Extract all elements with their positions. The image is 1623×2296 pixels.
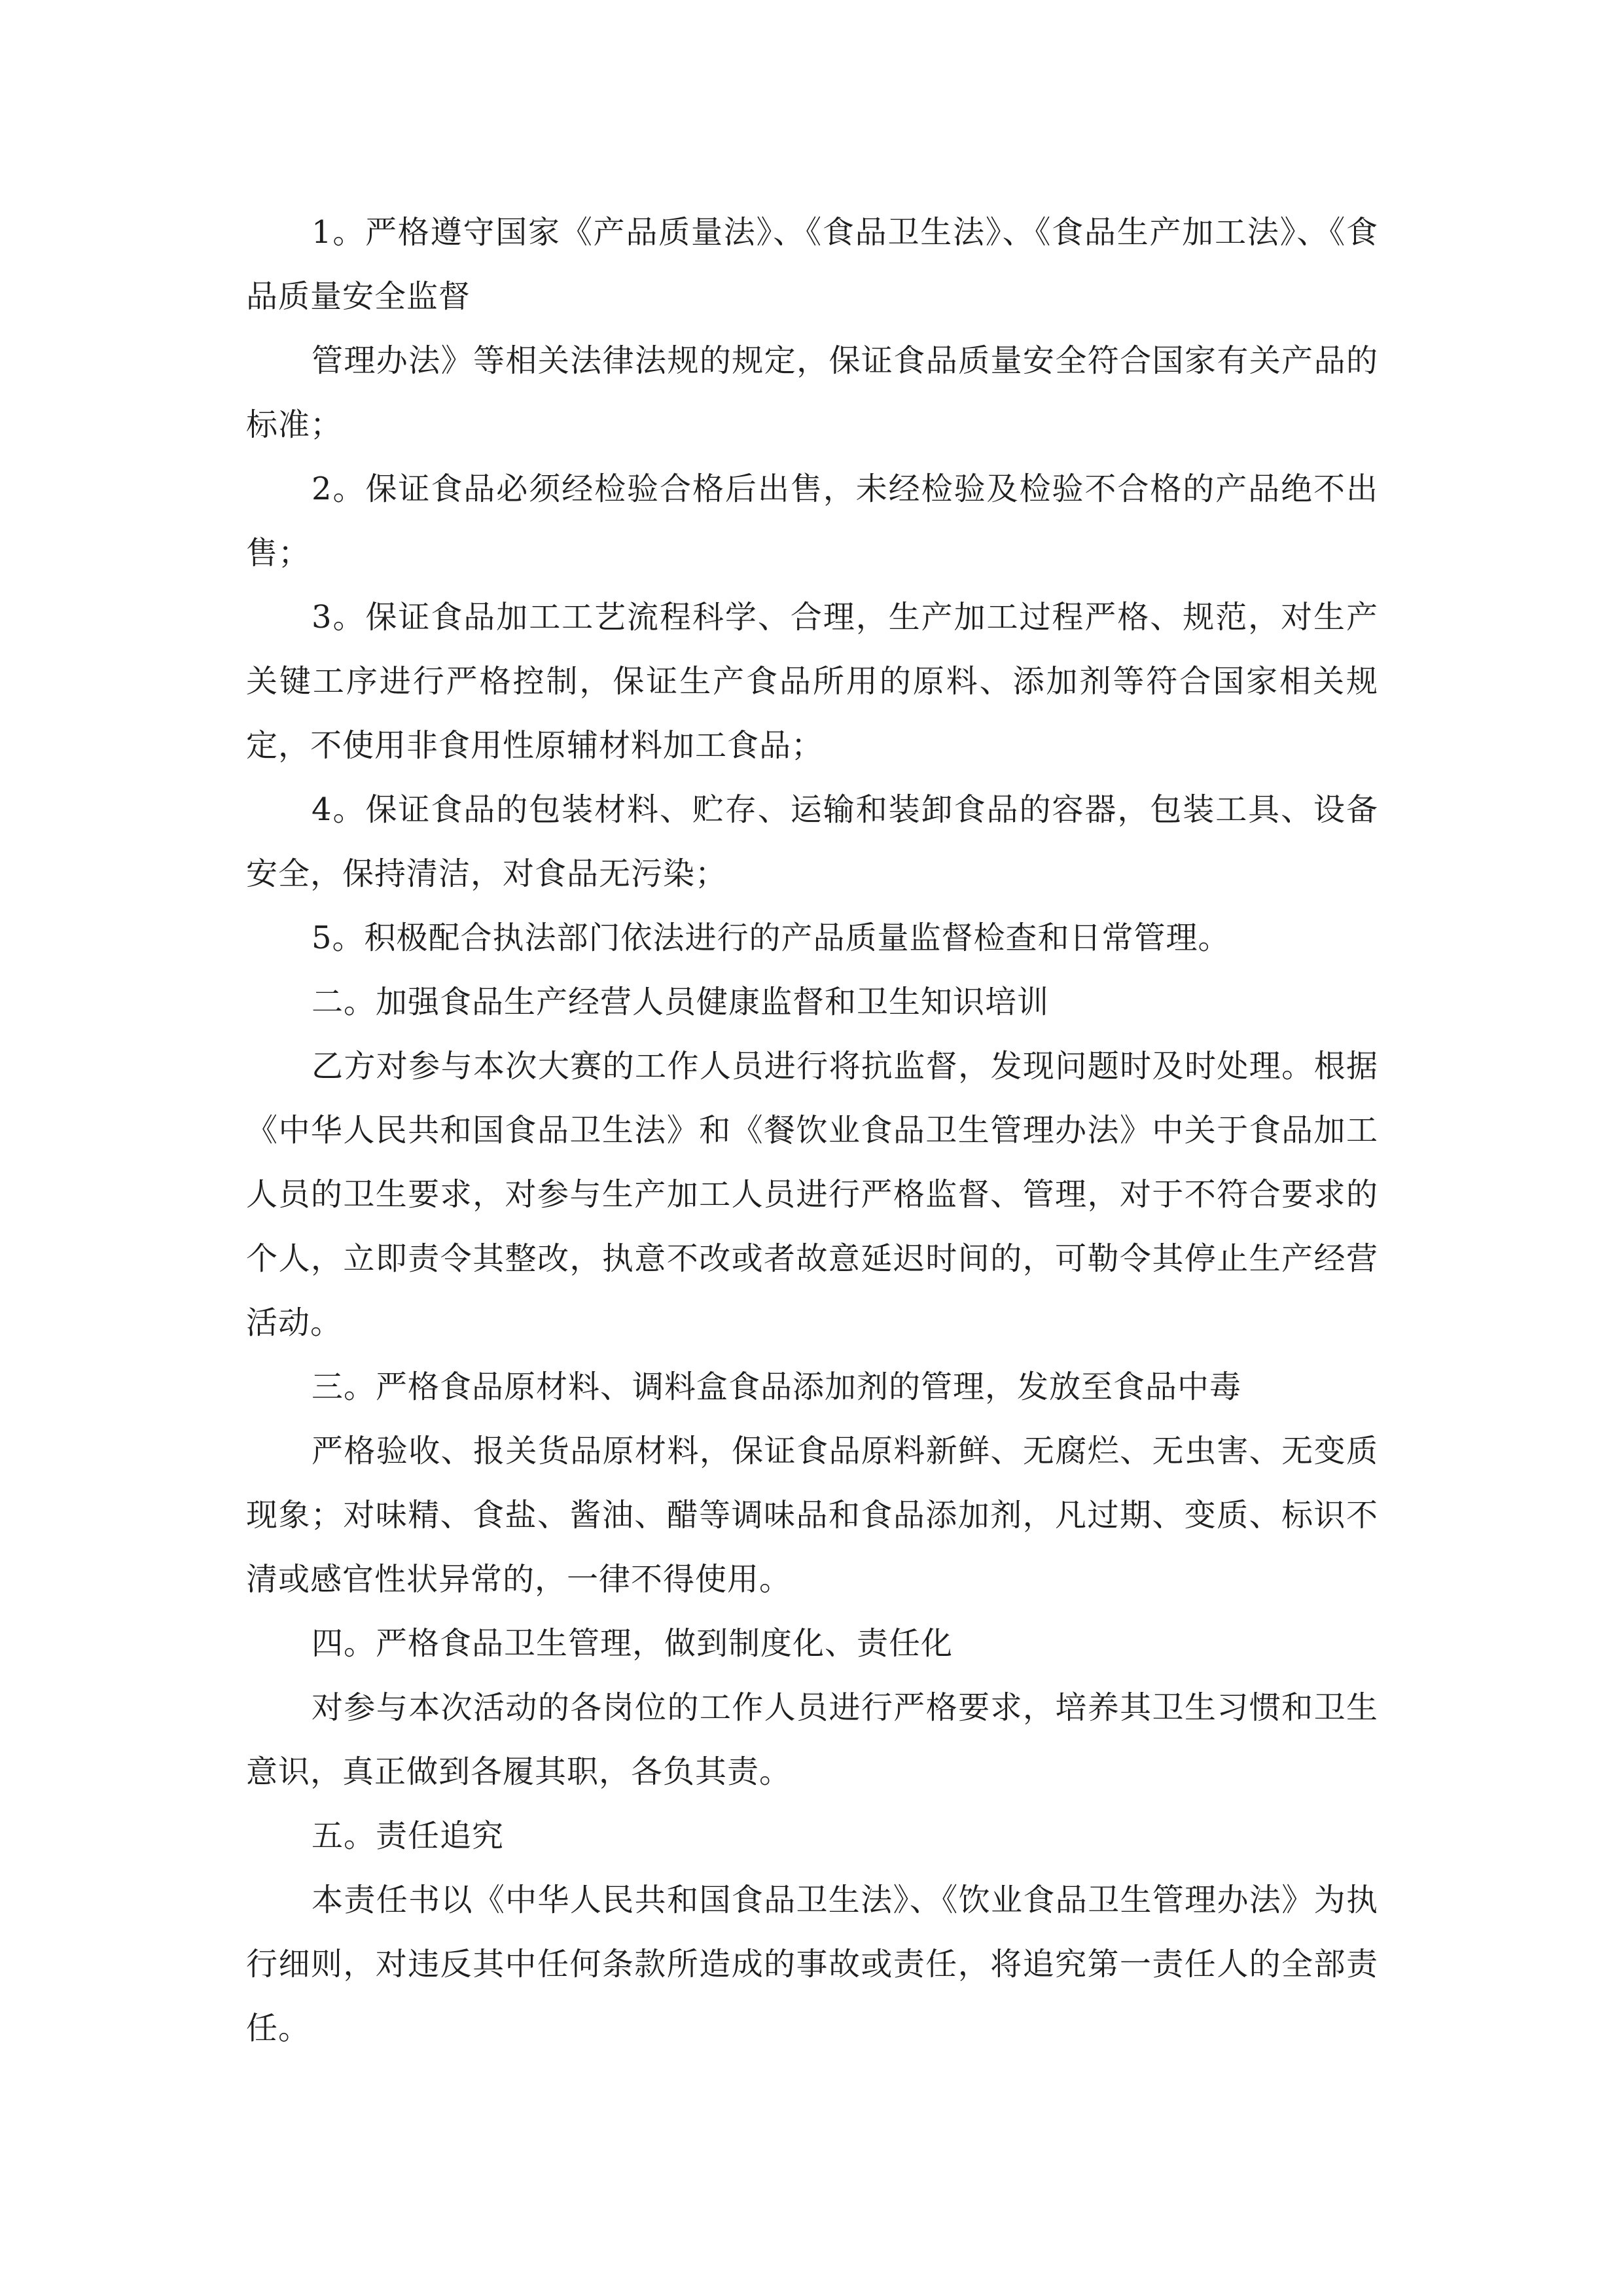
clause-1-paragraph: 1。严格遵守国家《产品质量法》、《食品卫生法》、《食品生产加工法》、《食品质量安全监督	[246, 214, 1378, 315]
clause-2-paragraph: 2。保证食品必须经检验合格后出售，未经检验及检验不合格的产品绝不出售；	[246, 471, 1378, 571]
document-body	[246, 200, 1378, 2060]
clause-5-paragraph: 5。积极配合执法部门依法进行的产品质量监督检查和日常管理。	[312, 920, 1230, 956]
section-5-body: 本责任书以《中华人民共和国食品卫生法》、《饮业食品卫生管理办法》为执行细则，对违反其中任何条款所造成的事故或责任，将追究第一责任人的全部责任。	[246, 1882, 1378, 2047]
clause-3-paragraph: 3。保证食品加工工艺流程科学、合理，生产加工过程严格、规范，对生产关键工序进行严格控制，保证生产食品所用的原料、添加剂等符合国家相关规定，不使用非食用性原辅材料加工食品；	[246, 599, 1378, 764]
clause-4-paragraph: 4。保证食品的包装材料、贮存、运输和装卸食品的容器，包装工具、设备安全，保持清洁，对食品无污染；	[246, 791, 1378, 892]
section-2-body: 乙方对参与本次大赛的工作人员进行将抗监督，发现问题时及时处理。根据《中华人民共和国食品卫生法》和《餐饮业食品卫生管理办法》中关于食品加工人员的卫生要求，对参与生产加工人员进行严格监督、管理，对于不符合要求的个人，立即责令其整改，执意不改或者故意延迟时间的，可勒令其停止生产经营活动。	[246, 1048, 1378, 1341]
section-4-body: 对参与本次活动的各岗位的工作人员进行严格要求，培养其卫生习惯和卫生意识，真正做到各履其职，各负其责。	[246, 1689, 1378, 1790]
section-3-heading: 三。严格食品原材料、调料盒食品添加剂的管理，发放至食品中毒	[312, 1369, 1242, 1405]
section-3-body: 严格验收、报关货品原材料，保证食品原料新鲜、无腐烂、无虫害、无变质现象；对味精、食盐、酱油、醋等调味品和食品添加剂，凡过期、变质、标识不清或感官性状异常的，一律不得使用。	[246, 1433, 1378, 1598]
section-5-heading: 五。责任追究	[312, 1818, 505, 1854]
clause-1-continuation: 管理办法》等相关法律法规的规定，保证食品质量安全符合国家有关产品的标准；	[246, 342, 1378, 443]
section-2-heading: 二。加强食品生产经营人员健康监督和卫生知识培训	[312, 984, 1050, 1020]
section-4-heading: 四。严格食品卫生管理，做到制度化、责任化	[312, 1625, 954, 1662]
